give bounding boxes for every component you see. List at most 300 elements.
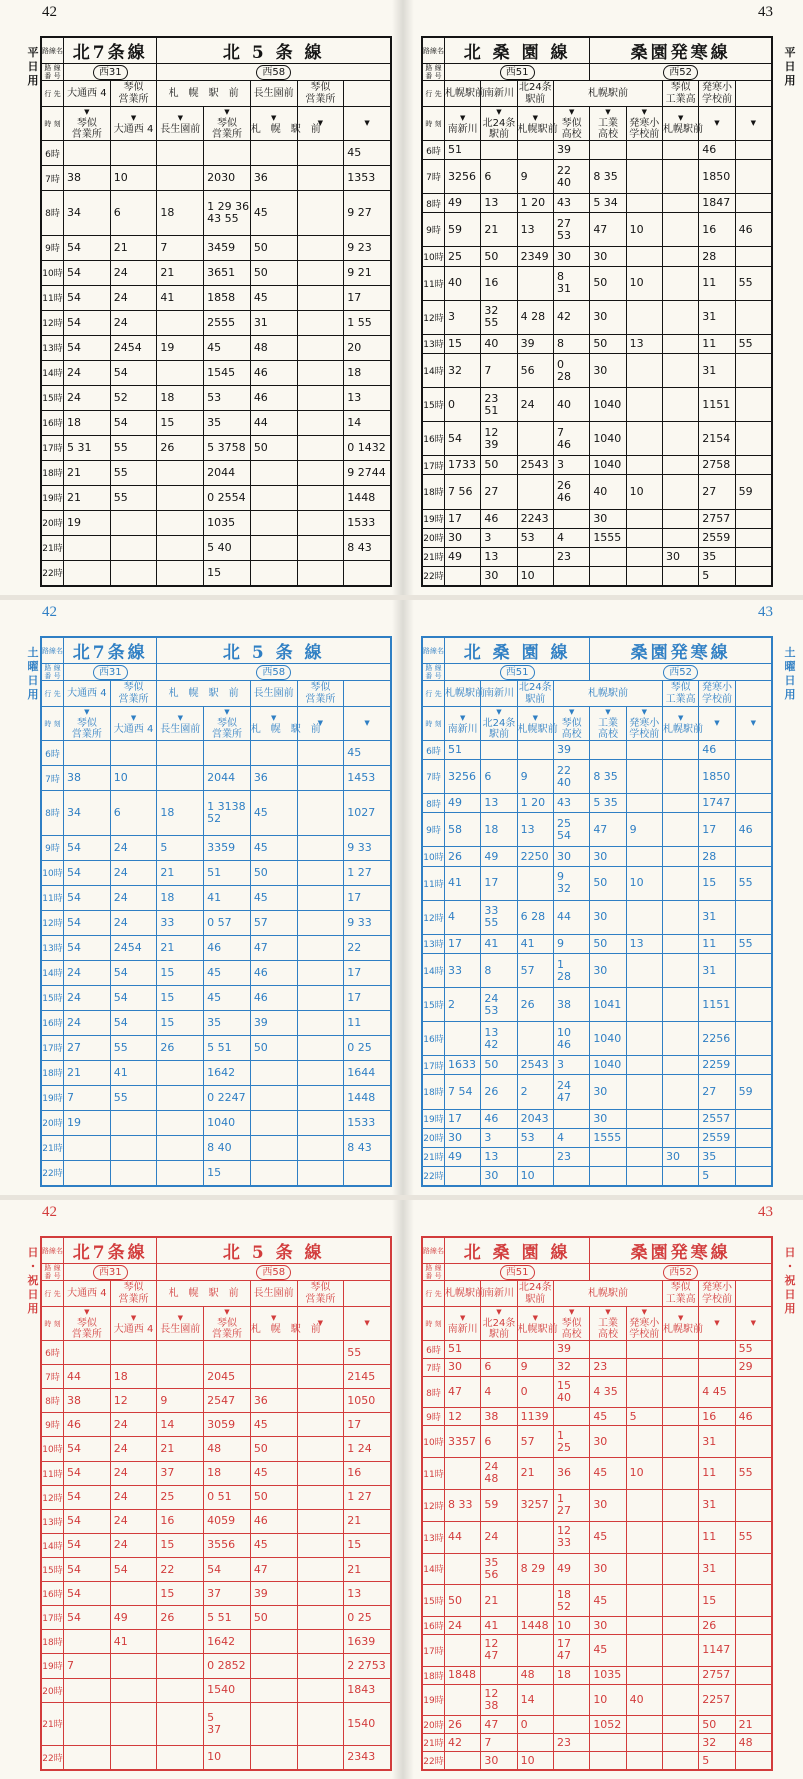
departure-minutes: 0 25 — [344, 1035, 391, 1060]
direction-arrow-icon: ▼ — [364, 719, 370, 727]
departure-minutes: 37 — [157, 1461, 204, 1485]
day-type-label: 日 ・ 祝 日 用 — [784, 1246, 796, 1315]
table-row — [423, 1075, 772, 1109]
departure-minutes: 58 — [445, 813, 481, 847]
departure-minutes: 21 — [344, 1557, 391, 1581]
departure-minutes — [297, 860, 344, 885]
departure-minutes: 1147 — [699, 1634, 735, 1666]
departure-minutes: 24 — [445, 1617, 481, 1635]
departure-minutes — [297, 141, 344, 166]
departure-minutes — [662, 1521, 698, 1553]
stop-header — [699, 1307, 735, 1341]
departure-minutes — [553, 1716, 589, 1734]
route-name: 桑園発寒線 — [590, 38, 772, 64]
departure-minutes: 42 — [553, 300, 589, 334]
stop-name: 発寒小 学校前 — [629, 1318, 660, 1340]
table-row — [42, 935, 391, 960]
departure-minutes: 7 — [64, 1085, 111, 1110]
stop-header — [445, 707, 481, 741]
departure-minutes: 31 — [699, 1426, 735, 1458]
departure-minutes — [735, 741, 771, 760]
departure-minutes — [157, 1654, 204, 1678]
table-row — [423, 813, 772, 847]
page-number: 43 — [758, 1204, 773, 1220]
departure-minutes — [662, 1489, 698, 1521]
departure-minutes — [344, 560, 391, 585]
departure-minutes: 3459 — [204, 235, 251, 260]
departure-minutes: 21 — [157, 935, 204, 960]
route-name: 北7条線 — [64, 638, 157, 664]
departure-minutes: 51 — [204, 860, 251, 885]
departure-minutes: 9 — [517, 760, 553, 794]
hour-cell: 12時 — [42, 1485, 64, 1509]
table-row — [423, 1684, 772, 1716]
departure-minutes — [157, 1745, 204, 1769]
table-row — [423, 1634, 772, 1666]
departure-minutes: 11 — [699, 934, 735, 953]
departure-minutes — [297, 1160, 344, 1185]
departure-minutes: 13 42 — [481, 1022, 517, 1056]
departure-minutes — [297, 791, 344, 836]
departure-minutes: 10 — [204, 1745, 251, 1769]
destination-header — [344, 81, 391, 107]
departure-minutes — [590, 1341, 626, 1359]
stop-name: 発寒小 学校前 — [629, 718, 660, 740]
hour-cell: 8時 — [42, 191, 64, 236]
departure-minutes — [735, 1426, 771, 1458]
departure-minutes: 0 51 — [204, 1485, 251, 1509]
departure-minutes: 9 32 — [553, 866, 589, 900]
departure-minutes: 31 — [699, 900, 735, 934]
departure-minutes: 17 — [699, 813, 735, 847]
departure-minutes: 21 — [64, 1060, 111, 1085]
table-row — [42, 260, 391, 285]
route-number-label: 路 線 番 号 — [423, 664, 445, 681]
departure-minutes — [699, 1358, 735, 1376]
departure-minutes: 1040 — [590, 388, 626, 422]
departure-minutes — [157, 1678, 204, 1702]
departure-minutes — [297, 1035, 344, 1060]
departure-minutes: 28 — [699, 247, 735, 266]
departure-minutes: 27 — [64, 1035, 111, 1060]
departure-minutes — [626, 1075, 662, 1109]
departure-minutes: 18 — [204, 1461, 251, 1485]
route-number-cell — [64, 1264, 157, 1281]
departure-minutes — [553, 1752, 589, 1770]
departure-minutes — [250, 1630, 297, 1654]
stop-name: 札 幌 駅 前 — [250, 123, 321, 135]
hour-cell: 14時 — [423, 953, 445, 987]
departure-minutes: 6 — [110, 791, 157, 836]
hour-cell: 12時 — [42, 310, 64, 335]
departure-minutes: 1 55 — [344, 310, 391, 335]
departure-minutes — [626, 900, 662, 934]
route-number-label: 路 線 番 号 — [42, 1264, 64, 1281]
stop-header — [590, 107, 626, 141]
direction-arrow-icon: ▼ — [364, 119, 370, 127]
departure-minutes — [626, 1666, 662, 1684]
departure-minutes: 6 — [481, 760, 517, 794]
departure-minutes: 55 — [344, 1341, 391, 1365]
departure-minutes: 1052 — [590, 1716, 626, 1734]
stop-header — [64, 107, 111, 141]
stop-header — [735, 107, 771, 141]
departure-minutes: 45 — [590, 1458, 626, 1490]
departure-minutes: 45 — [250, 885, 297, 910]
departure-minutes — [662, 1585, 698, 1617]
departure-minutes: 18 — [157, 385, 204, 410]
departure-minutes: 46 — [250, 985, 297, 1010]
stop-name: 発寒小 学校前 — [629, 118, 660, 140]
departure-minutes: 45 — [590, 1408, 626, 1426]
stop-name: 南新川 — [447, 1323, 478, 1335]
stop-header — [445, 1307, 481, 1341]
destination-header: 長生園前 — [250, 81, 297, 107]
route-number-cell — [590, 664, 772, 681]
departure-minutes: 6 28 — [517, 900, 553, 934]
route-number-badge: 西31 — [93, 1265, 128, 1280]
stop-header — [204, 1307, 251, 1341]
departure-minutes — [626, 847, 662, 866]
departure-minutes — [626, 1553, 662, 1585]
table-row — [423, 1617, 772, 1635]
departure-minutes — [735, 1634, 771, 1666]
departure-minutes: 31 — [250, 310, 297, 335]
table-row — [42, 1437, 391, 1461]
direction-arrow-icon: ▼ — [130, 1313, 137, 1322]
departure-minutes: 26 — [157, 1035, 204, 1060]
hour-cell: 15時 — [42, 985, 64, 1010]
departure-minutes — [481, 1341, 517, 1359]
departure-minutes — [662, 141, 698, 160]
departure-minutes: 39 — [553, 741, 589, 760]
departure-minutes: 41 — [110, 1060, 157, 1085]
departure-minutes: 7 56 — [445, 475, 481, 509]
departure-minutes: 13 — [481, 1147, 517, 1166]
departure-minutes — [445, 1022, 481, 1056]
departure-minutes — [110, 1110, 157, 1135]
departure-minutes: 1540 — [204, 1678, 251, 1702]
departure-minutes: 53 — [517, 528, 553, 547]
hour-cell: 20時 — [42, 510, 64, 535]
departure-minutes — [297, 885, 344, 910]
departure-minutes — [590, 1734, 626, 1752]
departure-minutes: 7 — [64, 1654, 111, 1678]
direction-arrow-icon: ▼ — [532, 1313, 539, 1322]
route-name-label: 路線名 — [42, 1238, 64, 1264]
departure-minutes: 1 20 — [517, 794, 553, 813]
departure-minutes: 24 — [110, 310, 157, 335]
destination-header — [735, 681, 771, 707]
departure-minutes — [662, 1634, 698, 1666]
departure-minutes: 36 — [250, 766, 297, 791]
route-number-badge: 西52 — [663, 65, 698, 80]
departure-minutes — [110, 1582, 157, 1606]
departure-minutes: 1 25 — [553, 1426, 589, 1458]
hour-cell: 7時 — [42, 766, 64, 791]
departure-minutes: 1040 — [204, 1110, 251, 1135]
departure-minutes: 15 — [157, 960, 204, 985]
departure-minutes: 16 — [699, 1408, 735, 1426]
hour-cell: 22時 — [423, 566, 445, 585]
departure-minutes: 19 — [64, 510, 111, 535]
departure-minutes — [662, 247, 698, 266]
page-number: 42 — [42, 604, 57, 620]
departure-minutes: 45 — [250, 835, 297, 860]
departure-minutes: 4 — [445, 900, 481, 934]
route-name: 北 5 条 線 — [157, 38, 391, 64]
departure-minutes — [64, 1341, 111, 1365]
hour-cell: 11時 — [423, 866, 445, 900]
hour-cell: 7時 — [423, 1358, 445, 1376]
departure-minutes — [662, 1022, 698, 1056]
stop-name: 琴似 高校 — [561, 718, 582, 740]
direction-arrow-icon: ▼ — [496, 1308, 502, 1316]
route-name: 北7条線 — [64, 38, 157, 64]
stop-header — [699, 107, 735, 141]
departure-minutes: 2250 — [517, 847, 553, 866]
departure-minutes: 2555 — [204, 310, 251, 335]
departure-minutes — [662, 422, 698, 456]
departure-minutes — [590, 141, 626, 160]
stop-name: 琴似 営業所 — [211, 1318, 242, 1340]
departure-minutes: 45 — [204, 960, 251, 985]
direction-arrow-icon: ▼ — [459, 713, 466, 722]
departure-minutes — [297, 285, 344, 310]
departure-minutes: 24 — [110, 885, 157, 910]
direction-arrow-icon: ▼ — [224, 108, 230, 116]
destination-header — [344, 681, 391, 707]
departure-minutes: 54 — [64, 235, 111, 260]
departure-minutes: 8 — [481, 953, 517, 987]
stop-name: 札幌駅前 — [662, 723, 703, 735]
destination-header: 札 幌 駅 前 — [157, 681, 250, 707]
hour-cell: 19時 — [42, 485, 64, 510]
departure-minutes — [626, 547, 662, 566]
departure-minutes — [735, 1376, 771, 1408]
departure-minutes: 59 — [735, 1075, 771, 1109]
departure-minutes — [735, 1022, 771, 1056]
departure-minutes — [662, 1666, 698, 1684]
departure-minutes — [110, 1341, 157, 1365]
departure-minutes: 46 — [481, 1109, 517, 1128]
departure-minutes: 2343 — [344, 1745, 391, 1769]
departure-minutes — [735, 1147, 771, 1166]
hour-cell: 16時 — [42, 1582, 64, 1606]
departure-minutes: 1533 — [344, 1110, 391, 1135]
destination-header: 発寒小 学校前 — [699, 1281, 735, 1307]
table-row — [42, 510, 391, 535]
departure-minutes: 3 — [481, 1128, 517, 1147]
departure-minutes: 54 — [64, 1606, 111, 1630]
direction-arrow-icon: ▼ — [84, 108, 90, 116]
table-row — [423, 547, 772, 566]
departure-minutes: 30 — [590, 1075, 626, 1109]
table-row — [42, 141, 391, 166]
hour-cell: 6時 — [42, 1341, 64, 1365]
destination-header: 琴似 営業所 — [110, 81, 157, 107]
departure-minutes: 2045 — [204, 1365, 251, 1389]
departure-minutes — [662, 1684, 698, 1716]
departure-minutes — [662, 1617, 698, 1635]
departure-minutes: 11 — [699, 334, 735, 353]
departure-minutes — [297, 766, 344, 791]
hour-cell: 9時 — [423, 1408, 445, 1426]
departure-minutes: 6 — [110, 191, 157, 236]
departure-minutes: 1448 — [517, 1617, 553, 1635]
left-page — [0, 600, 400, 1195]
departure-minutes: 55 — [735, 266, 771, 300]
table-row — [42, 1365, 391, 1389]
hour-cell: 9時 — [42, 835, 64, 860]
departure-minutes: 1151 — [699, 388, 735, 422]
departure-minutes: 1 27 — [344, 1485, 391, 1509]
departure-minutes — [517, 141, 553, 160]
departure-minutes: 54 — [64, 335, 111, 360]
departure-minutes — [157, 310, 204, 335]
departure-minutes: 2044 — [204, 766, 251, 791]
departure-minutes: 30 — [590, 300, 626, 334]
table-row — [423, 266, 772, 300]
destination-header: 大通西 4 — [64, 1281, 111, 1307]
departure-minutes: 37 — [204, 1582, 251, 1606]
departure-minutes: 30 — [445, 1358, 481, 1376]
departure-minutes: 1035 — [590, 1666, 626, 1684]
departure-minutes — [590, 547, 626, 566]
hour-cell: 16時 — [423, 1617, 445, 1635]
departure-minutes — [735, 353, 771, 387]
departure-minutes — [735, 953, 771, 987]
hour-cell: 20時 — [423, 1716, 445, 1734]
departure-minutes: 2559 — [699, 528, 735, 547]
stop-name: 琴似 営業所 — [71, 118, 102, 140]
table-row — [42, 1035, 391, 1060]
departure-minutes — [735, 1056, 771, 1075]
stop-header — [204, 707, 251, 741]
stop-name: 大通西 4 — [113, 123, 154, 135]
departure-minutes: 10 — [626, 866, 662, 900]
destination-label: 行 先 — [42, 1281, 64, 1307]
route-number-badge: 西31 — [93, 665, 128, 680]
departure-minutes: 55 — [110, 485, 157, 510]
departure-minutes — [626, 528, 662, 547]
departure-minutes: 41 — [445, 866, 481, 900]
departure-minutes: 24 48 — [481, 1458, 517, 1490]
departure-minutes: 46 — [64, 1413, 111, 1437]
departure-minutes — [445, 1684, 481, 1716]
departure-minutes: 38 — [64, 766, 111, 791]
departure-minutes: 2 2753 — [344, 1654, 391, 1678]
departure-minutes: 9 23 — [344, 235, 391, 260]
departure-minutes: 32 55 — [481, 300, 517, 334]
departure-minutes: 3256 — [445, 160, 481, 194]
departure-minutes: 7 54 — [445, 1075, 481, 1109]
departure-minutes — [157, 460, 204, 485]
departure-minutes: 40 — [590, 475, 626, 509]
departure-minutes — [626, 1056, 662, 1075]
destination-header: 琴似 工業高 — [662, 81, 698, 107]
departure-minutes: 26 — [157, 1606, 204, 1630]
departure-minutes: 12 47 — [481, 1634, 517, 1666]
departure-minutes — [297, 1630, 344, 1654]
table-row — [423, 388, 772, 422]
hour-label: 時 刻 — [42, 107, 64, 141]
departure-minutes — [662, 988, 698, 1022]
departure-minutes: 41 — [110, 1630, 157, 1654]
hour-cell: 13時 — [423, 934, 445, 953]
departure-minutes — [517, 1585, 553, 1617]
departure-minutes — [297, 985, 344, 1010]
table-row — [423, 422, 772, 456]
departure-minutes — [157, 1135, 204, 1160]
departure-minutes: 8 40 — [204, 1135, 251, 1160]
destination-header: 南新川 — [481, 1281, 517, 1307]
table-row — [42, 1110, 391, 1135]
departure-minutes — [735, 1666, 771, 1684]
departure-minutes: 31 — [699, 953, 735, 987]
departure-minutes: 18 — [481, 813, 517, 847]
departure-minutes — [626, 422, 662, 456]
stop-header — [553, 707, 589, 741]
departure-minutes: 50 — [699, 1716, 735, 1734]
stop-name: 北24条 駅前 — [482, 118, 516, 140]
departure-minutes: 4 — [553, 1128, 589, 1147]
departure-minutes — [250, 141, 297, 166]
destination-header: 琴似 営業所 — [297, 81, 344, 107]
departure-minutes — [662, 953, 698, 987]
departure-minutes: 0 — [517, 1716, 553, 1734]
departure-minutes: 3357 — [445, 1426, 481, 1458]
direction-arrow-icon: ▼ — [714, 719, 720, 727]
table-row — [423, 300, 772, 334]
departure-minutes: 51 — [445, 741, 481, 760]
departure-minutes: 54 — [110, 410, 157, 435]
page-number: 43 — [758, 604, 773, 620]
table-row — [42, 285, 391, 310]
hour-cell: 22時 — [423, 1752, 445, 1770]
direction-arrow-icon: ▼ — [641, 708, 647, 716]
direction-arrow-icon: ▼ — [459, 1313, 466, 1322]
right-page — [403, 600, 803, 1195]
route-number-label: 路 線 番 号 — [42, 664, 64, 681]
right-page — [403, 1200, 803, 1779]
timetable-grid — [40, 1236, 392, 1771]
direction-arrow-icon: ▼ — [714, 119, 720, 127]
departure-minutes: 47 — [250, 1557, 297, 1581]
route-number-badge: 西58 — [256, 65, 291, 80]
departure-minutes: 2543 — [517, 1056, 553, 1075]
departure-minutes — [626, 1128, 662, 1147]
stop-header — [517, 107, 558, 141]
departure-minutes: 20 — [344, 335, 391, 360]
departure-minutes — [517, 1147, 553, 1166]
departure-minutes: 46 — [735, 813, 771, 847]
destination-label: 行 先 — [423, 81, 445, 107]
table-row — [423, 1147, 772, 1166]
departure-minutes: 30 — [445, 528, 481, 547]
departure-minutes — [662, 300, 698, 334]
direction-arrow-icon: ▼ — [677, 1313, 684, 1322]
stop-header — [735, 707, 771, 741]
table-row — [423, 1109, 772, 1128]
departure-minutes — [64, 141, 111, 166]
hour-cell: 19時 — [423, 1684, 445, 1716]
hour-cell: 8時 — [423, 1376, 445, 1408]
table-row — [42, 1702, 391, 1745]
departure-minutes — [662, 334, 698, 353]
departure-minutes: 1453 — [344, 766, 391, 791]
departure-minutes: 30 — [590, 1553, 626, 1585]
